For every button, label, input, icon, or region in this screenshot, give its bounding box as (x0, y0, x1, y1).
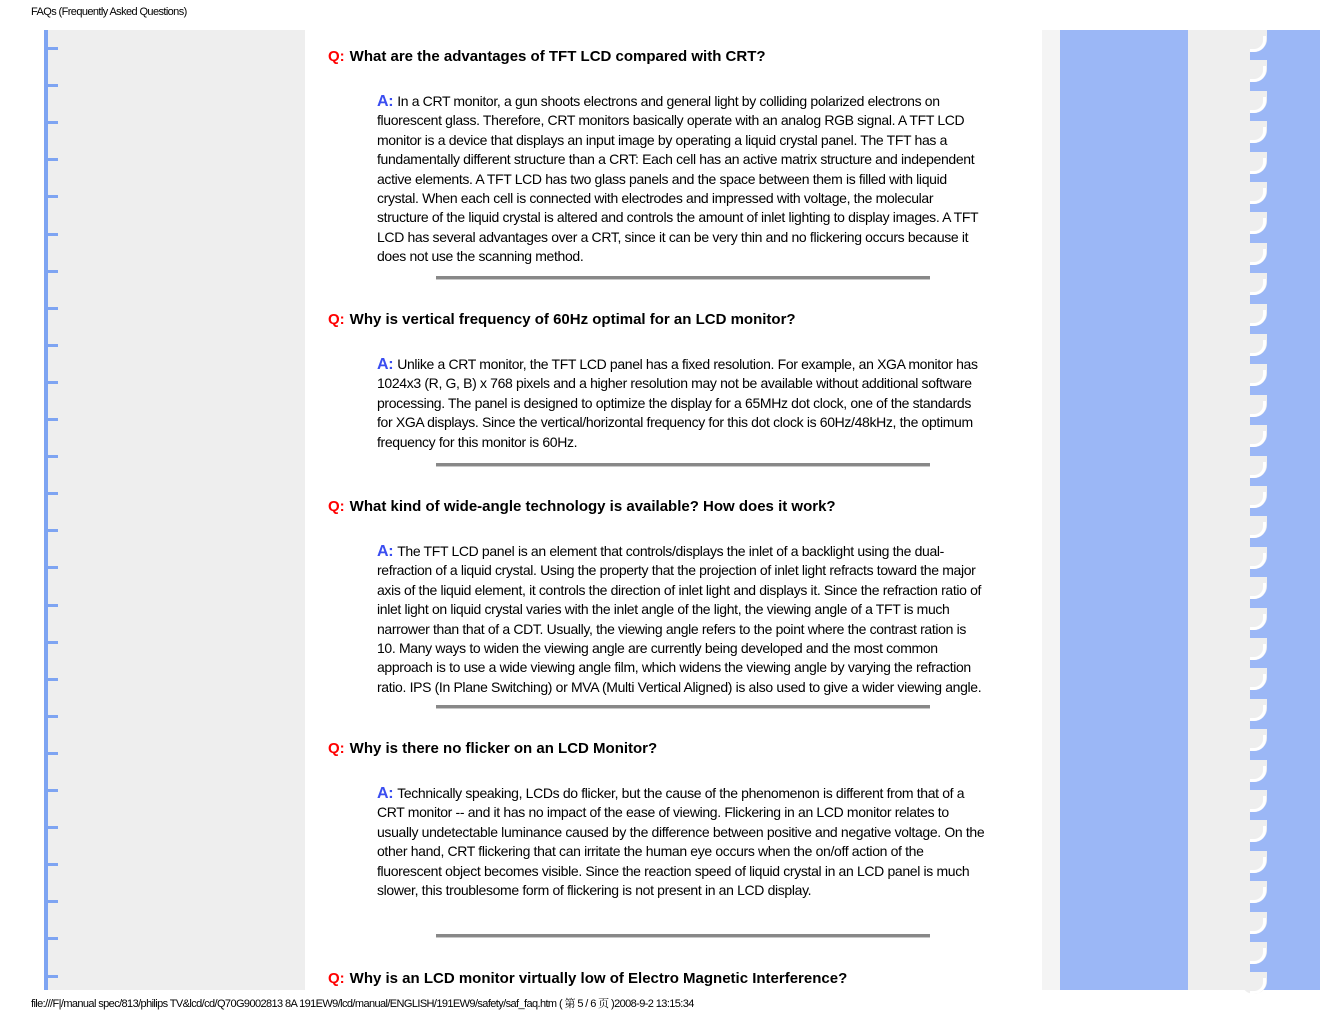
question-text: What kind of wide-angle technology is available? How does it work? (349, 498, 836, 515)
faq-answer (377, 355, 987, 452)
left-rail-line (44, 30, 48, 990)
rail-tick (48, 678, 58, 681)
answer-text: The TFT LCD panel is an element that controls/displays the inlet of a backlight using the dual-refraction of a liquid crystal. Using the property that the projection of inlet light refracts toward the major axis of the liquid element, it controls the direction of inlet light and displays it. Since the refraction ratio of inlet light on liquid crystal varies with the inlet angle of the light, the viewing angle of a TFT is much narrower than that of a CDT. Usually, the viewing angle refers to the point where the contrast ration is 10. Many ways to widen the viewing angle are currently being developed and the most common approach is to use a wide viewing angle film, which widens the viewing angle by varying the refraction ratio. IPS (In Plane Switching) or MVA (Multi Vertical Aligned) is also used to give a wider viewing angle. (377, 543, 982, 695)
answer-marker: A: (377, 543, 394, 560)
right-blue-panel (1060, 30, 1188, 990)
scallop-curve (1250, 978, 1266, 994)
rail-tick (48, 604, 58, 607)
left-sidebar (44, 30, 305, 990)
question-marker: Q: (328, 498, 345, 515)
rail-tick (48, 826, 58, 829)
right-gutter (1042, 30, 1060, 990)
question-text: What are the advantages of TFT LCD compared with CRT? (349, 48, 766, 65)
faq-answer (377, 542, 987, 697)
faq-question (328, 48, 988, 66)
rail-tick (48, 270, 58, 273)
question-text: Why is an LCD monitor virtually low of Electro Magnetic Interference? (349, 970, 848, 987)
rail-tick (48, 566, 58, 569)
print-footer-path: file:///F|/manual spec/813/philips TV&lcd/cd/Q70G9002813 8A 191EW9/lcd/manual/ENGLISH/191EW9/safety/saf_faq.htm ( 第 5 / 6 页 )2008-9-2 13:15:34 (31, 998, 694, 1010)
right-edge-panel (1250, 30, 1320, 990)
rail-tick (48, 752, 58, 755)
section-divider (436, 705, 930, 709)
section-divider (436, 934, 930, 938)
question-marker: Q: (328, 311, 345, 328)
rail-tick (48, 789, 58, 792)
question-marker: Q: (328, 48, 345, 65)
rail-tick (48, 233, 58, 236)
answer-marker: A: (377, 356, 394, 373)
right-gray-panel (1188, 30, 1250, 990)
question-marker: Q: (328, 970, 345, 987)
question-text: Why is vertical frequency of 60Hz optimal for an LCD monitor? (349, 311, 796, 328)
print-header-title: FAQs (Frequently Asked Questions) (31, 6, 187, 18)
faq-question (328, 740, 988, 758)
rail-tick (48, 307, 58, 310)
rail-tick (48, 900, 58, 903)
rail-tick (48, 529, 58, 532)
rail-tick (48, 863, 58, 866)
rail-tick (48, 121, 58, 124)
answer-marker: A: (377, 93, 394, 110)
rail-tick (48, 418, 58, 421)
faq-item (328, 740, 988, 900)
faq-question (328, 498, 988, 516)
faq-item (328, 498, 988, 697)
rail-tick (48, 381, 58, 384)
section-divider (436, 463, 930, 467)
section-divider (436, 276, 930, 280)
faq-item (328, 970, 988, 988)
rail-tick (48, 47, 58, 50)
rail-tick (48, 195, 58, 198)
answer-text: Technically speaking, LCDs do flicker, but the cause of the phenomenon is different from that of a CRT monitor -- and it has no impact of the ease of viewing. Flickering in an LCD monitor relates to usually undetectable luminance caused by the difference between positive and negative voltage. On the other hand, CRT flickering that can irritate the human eye occurs when the on/off action of the fluorescent object becomes visible. Since the reaction speed of liquid crystal in an LCD panel is much slower, this troublesome form of flickering is not present in an LCD display. (377, 785, 985, 899)
faq-question (328, 311, 988, 329)
answer-marker: A: (377, 785, 394, 802)
rail-tick (48, 158, 58, 161)
faq-answer (377, 92, 987, 267)
rail-tick (48, 937, 58, 940)
rail-tick (48, 344, 58, 347)
rail-tick (48, 492, 58, 495)
faq-item (328, 311, 988, 452)
rail-tick (48, 84, 58, 87)
question-marker: Q: (328, 740, 345, 757)
faq-question (328, 970, 988, 988)
rail-tick (48, 975, 58, 978)
answer-text: Unlike a CRT monitor, the TFT LCD panel has a fixed resolution. For example, an XGA monitor has 1024x3 (R, G, B) x 768 pixels and a higher resolution may not be available without additional software processing. The panel is designed to optimize the display for a 65MHz dot clock, one of the standards for XGA displays. Since the vertical/horizontal frequency for this dot clock is 60Hz/48kHz, the optimum frequency for this monitor is 60Hz. (377, 356, 978, 450)
answer-text: In a CRT monitor, a gun shoots electrons and general light by colliding polarized electrons on fluorescent glass. Therefore, CRT monitors basically operate with an analog RGB signal. A TFT LCD monitor is a device that displays an input image by operating a liquid crystal panel. The TFT has a fundamentally different structure than a CRT: Each cell has an active matrix structure and independent active elements. A TFT LCD has two glass panels and the space between them is filled with liquid crystal. When each cell is connected with electrodes and impressed with voltage, the molecular structure of the liquid crystal is altered and controls the amount of inlet lighting to display images. A TFT LCD has several advantages over a CRT, since it can be very thin and no flickering occurs because it does not use the scanning method. (377, 93, 978, 265)
rail-tick (48, 641, 58, 644)
question-text: Why is there no flicker on an LCD Monitor? (349, 740, 658, 757)
faq-item (328, 48, 988, 267)
faq-answer (377, 784, 987, 900)
rail-tick (48, 455, 58, 458)
rail-tick (48, 715, 58, 718)
